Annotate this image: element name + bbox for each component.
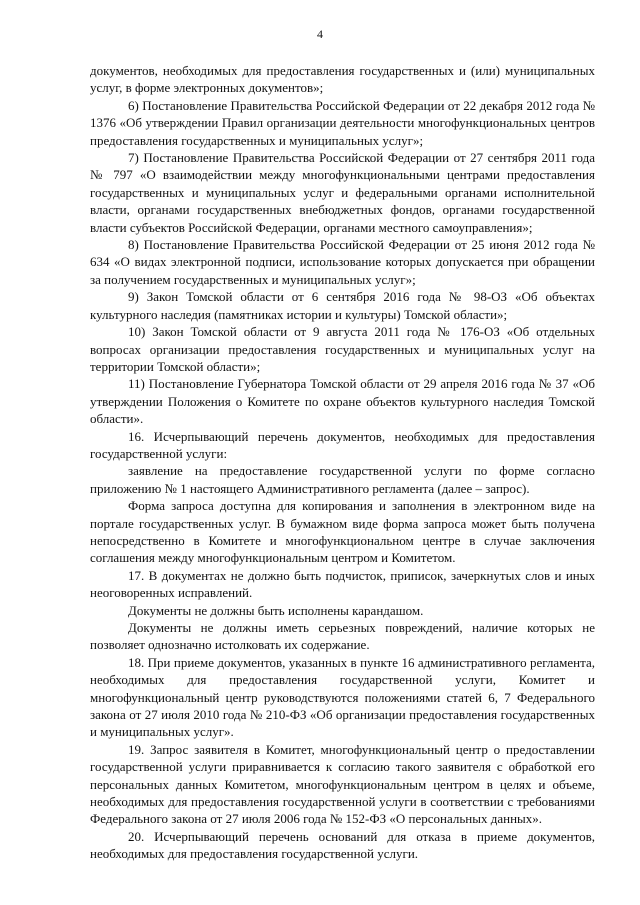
clause-19: 19. Запрос заявителя в Комитет, многофункциональный центр о предоставлении государственной услуги приравнивается к согласию такого заявителя с обработкой его персональных данных Комитетом, многофункциональным центром в целях и объеме, необходимых для предоставления государственной услуги в соответствии с требованиями Федерального закона от 27 июля 2006 года № 152-ФЗ «О персональных данных». (90, 741, 595, 827)
document-body (90, 62, 595, 863)
clause-16-form-availability: Форма запроса доступна для копирования и заполнения в электронном виде на портале государственных услуг. В бумажном виде форма запроса может быть получена непосредственно в Комитете и многофункциональном центре в случае заключения соглашения между многофункциональным центром и Комитетом. (90, 498, 595, 566)
list-item-10: 10) Закон Томской области от 9 августа 2011 года № 176-ОЗ «Об отдельных вопросах организации предоставления государственных и муниципальных услуг на территории Томской области»; (90, 324, 595, 374)
list-item-7: 7) Постановление Правительства Российской Федерации от 27 сентября 2011 года № 797 «О взаимодействии между многофункциональными центрами предоставления государственных и муниципальных услуг и федеральными органами исполнительной власти, органами государственных внебюджетных фондов, органами государственной власти субъектов Российской Федерации, органами местного самоуправления»; (90, 150, 595, 235)
clause-20: 20. Исчерпывающий перечень оснований для отказа в приеме документов, необходимых для предоставления государственной услуги. (90, 828, 595, 862)
clause-17-damage: Документы не должны иметь серьезных повреждений, наличие которых не позволяет однозначно истолковать их содержание. (90, 620, 595, 653)
clause-17-pencil: Документы не должны быть исполнены карандашом. (128, 602, 424, 618)
list-item-9: 9) Закон Томской области от 6 сентября 2016 года № 98-ОЗ «Об объектах культурного наследия (памятниках истории и культуры) Томской области»; (90, 289, 595, 322)
clause-17: 17. В документах не должно быть подчисток, приписок, зачеркнутых слов и иных неоговоренных исправлений. (90, 567, 595, 601)
list-item-8: 8) Постановление Правительства Российской Федерации от 25 июня 2012 года № 634 «О видах электронной подписи, использование которых допускается при обращении за получением государственных и муниципальных услуг»; (90, 237, 595, 287)
clause-16: 16. Исчерпывающий перечень документов, необходимых для предоставления государственной услуги: (90, 428, 595, 461)
list-item-11: 11) Постановление Губернатора Томской области от 29 апреля 2016 года № 37 «Об утверждении Положения о Комитете по охране объектов культурного наследия Томской области». (90, 376, 595, 427)
page-number: 4 (317, 27, 323, 41)
clause-16-application: заявление на предоставление государственной услуги по форме согласно приложению № 1 настоящего Административного регламента (далее – запрос). (90, 463, 595, 496)
list-item-6: 6) Постановление Правительства Российской Федерации от 22 декабря 2012 года № 1376 «Об утверждении Правил организации деятельности многофункциональных центров предоставления государственных и муниципальных услуг»; (90, 97, 595, 148)
clause-18: 18. При приеме документов, указанных в пункте 16 административного регламента, необходимых для предоставления государственной услуги, Комитет и многофункциональный центр руководствуются положениями статей 6, 7 Федерального закона от 27 июля 2010 года № 210-ФЗ «Об организации предоставления государственных и муниципальных услуг». (90, 654, 595, 740)
paragraph-continuation: документов, необходимых для предоставления государственных и (или) муниципальных услуг, в форме электронных документов»; (90, 63, 595, 96)
